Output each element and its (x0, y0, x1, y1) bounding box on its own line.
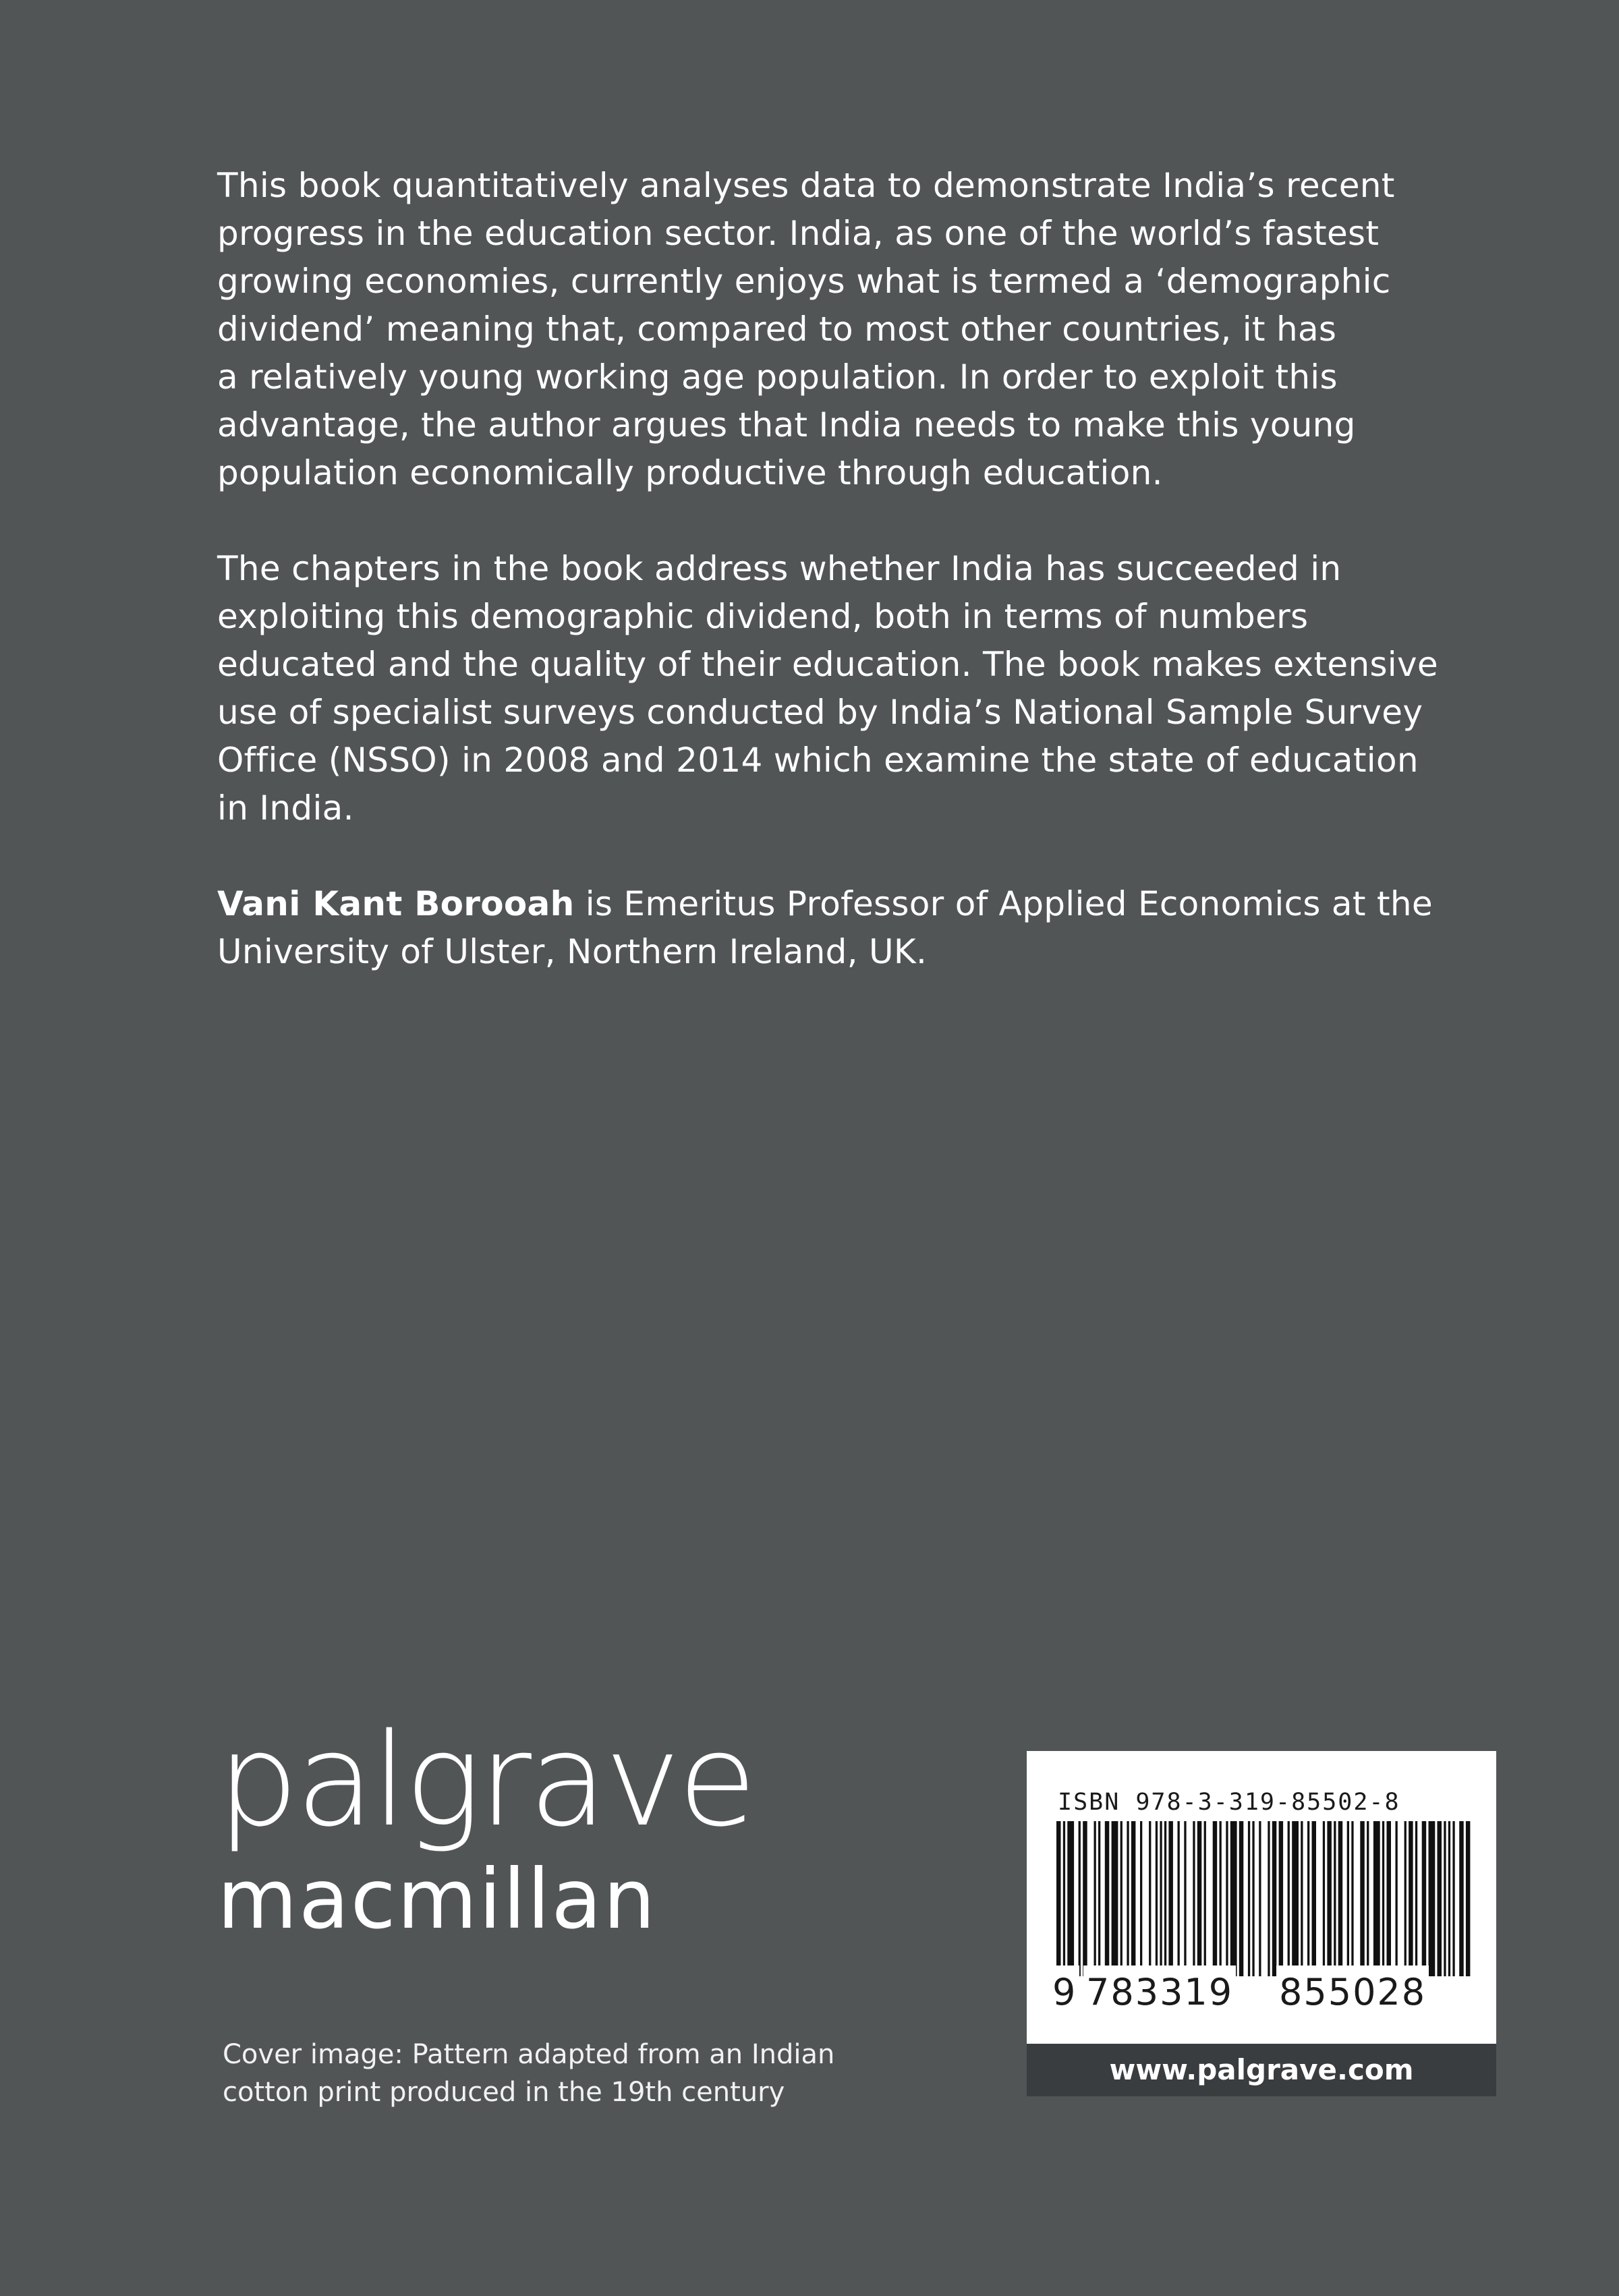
barcode-bar (1197, 1821, 1202, 1976)
author-bio-line-1 (217, 880, 1526, 928)
barcode-bar (1367, 1821, 1369, 1976)
ean-lead-digit: 9 (1050, 1965, 1079, 2019)
blurb-line: use of specialist surveys conducted by India’s National Sample Survey (217, 693, 1423, 732)
barcode-bar (1094, 1821, 1096, 1976)
barcode-bar (1444, 1821, 1446, 1976)
isbn-label: ISBN 978-3-319-85502-8 (1058, 1789, 1400, 1816)
barcode-bar (1438, 1821, 1442, 1976)
ean-digit-group-1: 783319 (1083, 1965, 1236, 2019)
back-cover-blurb (217, 162, 1526, 976)
ean-digit-group-2: 855028 (1276, 1965, 1429, 2019)
barcode-bar (1220, 1821, 1222, 1976)
blurb-line: growing economies, currently enjoys what is termed a ‘demographic (217, 262, 1391, 301)
barcode-bar (1079, 1821, 1081, 1976)
barcode-bar (1415, 1821, 1417, 1976)
barcode-bar (1466, 1821, 1471, 1976)
barcode-bar (1156, 1821, 1158, 1976)
barcode-bar (1404, 1821, 1407, 1976)
barcode-bar (1112, 1821, 1118, 1976)
barcode-bar (1127, 1821, 1129, 1976)
barcode-bar (1168, 1821, 1173, 1976)
barcode-bar (1239, 1821, 1244, 1976)
barcode-bar (1288, 1821, 1290, 1976)
author-name: Vani Kant Borooah (217, 884, 575, 923)
blurb-paragraph-1 (217, 162, 1526, 497)
barcode-bar (1230, 1821, 1237, 1976)
blurb-line: exploiting this demographic dividend, both in terms of numbers (217, 597, 1309, 636)
blurb-line: in India. (217, 788, 354, 828)
blurb-line: This book quantitatively analyses data to demonstrate India’s recent (217, 166, 1395, 205)
barcode-bar (1323, 1821, 1325, 1976)
blurb-line: educated and the quality of their education. The book makes extensive (217, 645, 1438, 684)
publisher-logo (217, 1706, 754, 1947)
barcode-bar (1373, 1821, 1380, 1976)
barcode-bar (1149, 1821, 1151, 1976)
barcode-bar (1452, 1821, 1454, 1976)
barcode-bar (1327, 1821, 1332, 1976)
barcode-bar (1338, 1821, 1343, 1976)
barcode-bar (1279, 1821, 1284, 1976)
barcode-bar (1409, 1821, 1413, 1976)
author-bio-line-2: University of Ulster, Northern Ireland, UK. (217, 932, 928, 971)
blurb-line: a relatively young working age population. In order to exploit this (217, 357, 1338, 397)
barcode-bar (1301, 1821, 1303, 1976)
barcode-bar (1307, 1821, 1309, 1976)
barcode-bar (1083, 1821, 1087, 1976)
barcode-bar (1193, 1821, 1195, 1976)
barcode-bar (1347, 1821, 1349, 1976)
barcode-bar (1131, 1821, 1136, 1976)
barcode-bar (1334, 1821, 1336, 1976)
barcode-bar (1226, 1821, 1228, 1976)
barcode-bar (1252, 1821, 1254, 1976)
cover-image-credit (223, 2036, 897, 2111)
barcode-bar (1312, 1821, 1317, 1976)
barcode-bar (1448, 1821, 1450, 1976)
blurb-line: advantage, the author argues that India needs to make this young (217, 405, 1356, 444)
credit-line: cotton print produced in the 19th century (223, 2077, 785, 2108)
barcode-bar (1164, 1821, 1166, 1976)
barcode-bar (1382, 1821, 1384, 1976)
barcode-bar (1178, 1821, 1180, 1976)
barcode-bar (1387, 1821, 1392, 1976)
barcode-bar (1067, 1821, 1074, 1976)
barcode-bar (1292, 1821, 1299, 1976)
blurb-line: progress in the education sector. India, as one of the world’s fastest (217, 214, 1380, 253)
barcode-bar (1429, 1821, 1436, 1976)
barcode-bar (1259, 1821, 1261, 1976)
blurb-paragraph-2 (217, 545, 1526, 832)
barcode-bar (1120, 1821, 1123, 1976)
blurb-line: dividend’ meaning that, compared to most other countries, it has (217, 310, 1337, 349)
author-bio (217, 880, 1526, 976)
blurb-line: population economically productive through education. (217, 453, 1163, 492)
isbn-barcode-panel (1027, 1751, 1496, 2096)
barcode-bar (1422, 1821, 1427, 1976)
logo-wordmark-macmillan: macmillan (217, 1852, 657, 1947)
barcode-bar (1098, 1821, 1100, 1976)
barcode-bar (1140, 1821, 1142, 1976)
blurb-line: Office (NSSO) in 2008 and 2014 which examine the state of education (217, 741, 1419, 780)
credit-line: Cover image: Pattern adapted from an Indian (223, 2039, 835, 2070)
logo-wordmark-palgrave: palgrave (217, 1706, 754, 1855)
barcode-bar (1160, 1821, 1162, 1976)
barcode-bar (1268, 1821, 1270, 1976)
author-bio-text: is Emeritus Professor of Applied Economics at the (574, 884, 1433, 923)
barcode-bar (1184, 1821, 1186, 1976)
ean-digits (1054, 1965, 1485, 2019)
barcode-bar (1105, 1821, 1110, 1976)
barcode-bar (1272, 1821, 1277, 1976)
publisher-website[interactable]: www.palgrave.com (1027, 2044, 1496, 2096)
barcode-bar (1396, 1821, 1398, 1976)
barcode-bar (1248, 1821, 1250, 1976)
barcode-bar (1459, 1821, 1464, 1976)
blurb-line: The chapters in the book address whether India has succeeded in (217, 549, 1342, 588)
